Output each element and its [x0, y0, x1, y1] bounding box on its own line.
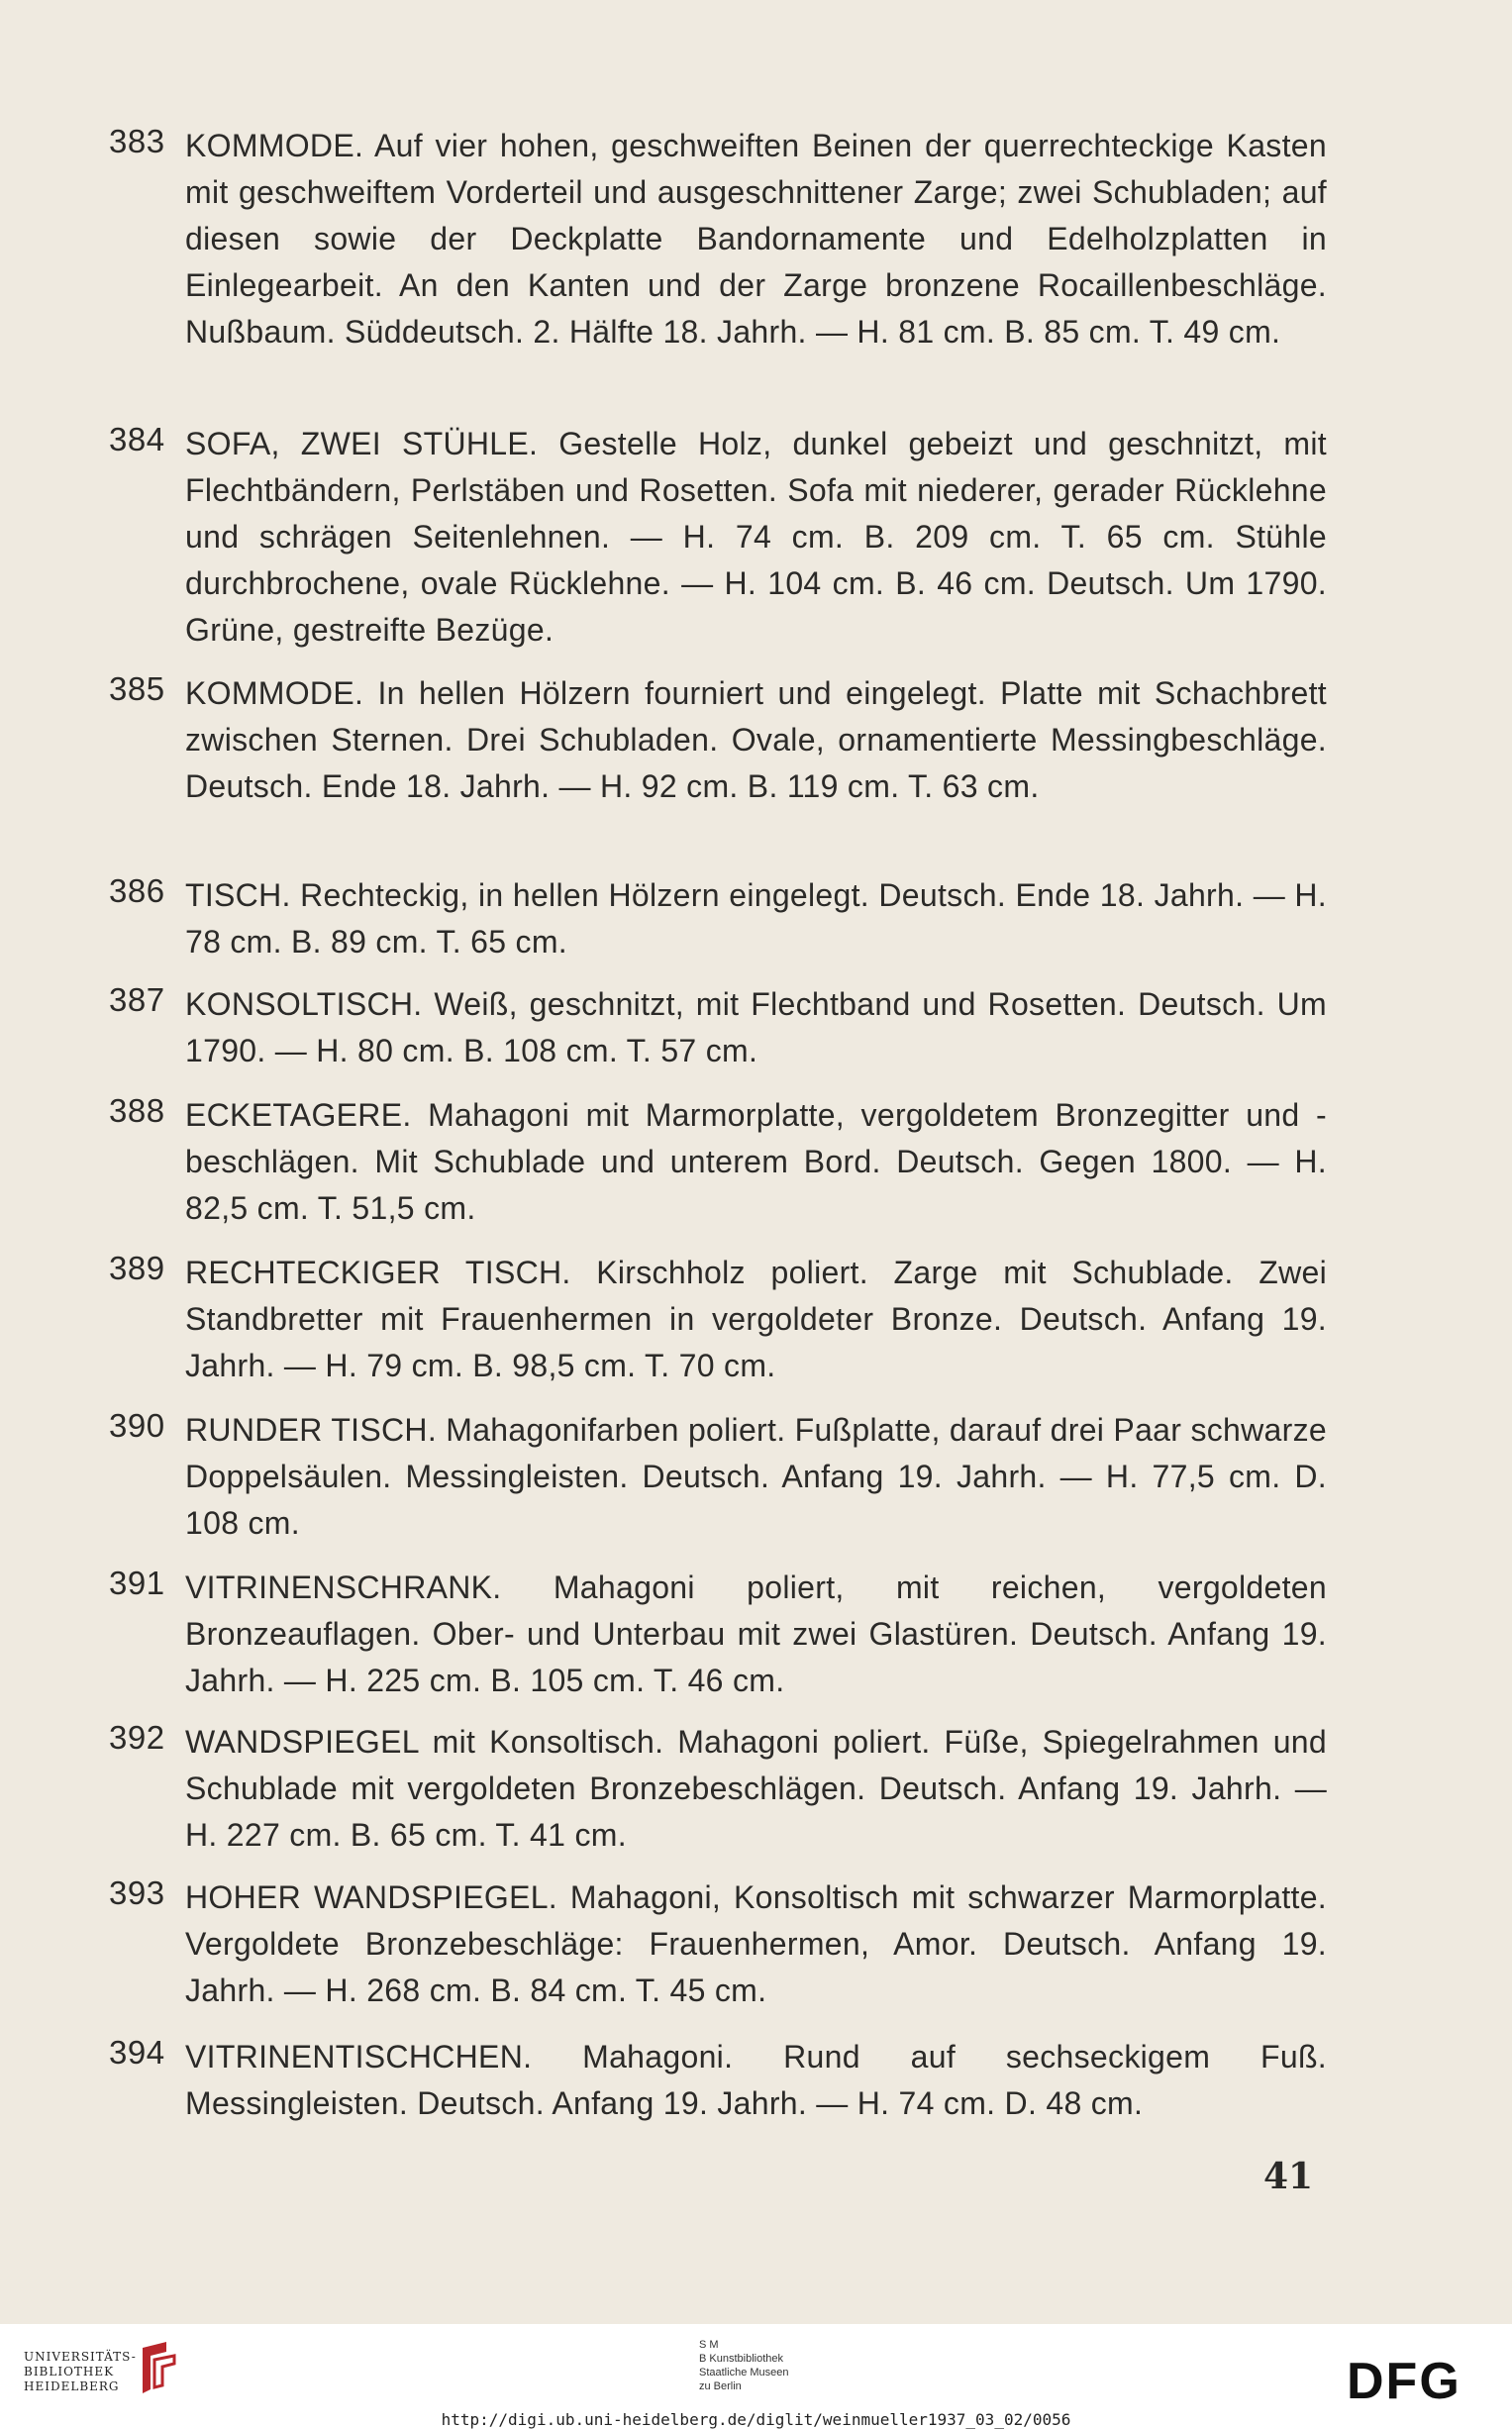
- entry-text: TISCH. Rechteckig, in hellen Hölzern eingelegt. Deutsch. Ende 18. Jahrh. — H. 78 cm. B. 89 cm. T. 65 cm.: [185, 877, 1327, 960]
- entry-number: 394: [109, 2034, 165, 2071]
- uni-logo-line: BIBLIOTHEK: [24, 2365, 115, 2378]
- entry-number: 392: [109, 1719, 165, 1756]
- museum-logo-line: zu Berlin: [699, 2380, 742, 2392]
- entry-text: VITRINENTISCHCHEN. Mahagoni. Rund auf sechseckigem Fuß. Messingleisten. Deutsch. Anfang 19. Jahrh. — H. 74 cm. D. 48 cm.: [185, 2039, 1327, 2121]
- entry-number: 388: [109, 1092, 165, 1129]
- entry-number: 393: [109, 1874, 165, 1911]
- dfg-logo[interactable]: DFG: [1347, 2353, 1462, 2410]
- catalog-entry: [109, 670, 1327, 810]
- footer-bar: [0, 2324, 1512, 2428]
- entry-number: 385: [109, 670, 165, 707]
- catalog-entry: [109, 1407, 1327, 1547]
- entry-text: ECKETAGERE. Mahagoni mit Marmorplatte, vergoldetem Bronzegitter und -beschlägen. Mit Schublade und unterem Bord. Deutsch. Gegen 1800. — H. 82,5 cm. T. 51,5 cm.: [185, 1097, 1327, 1226]
- entry-text: KOMMODE. In hellen Hölzern fourniert und eingelegt. Platte mit Schachbrett zwischen Sternen. Drei Schubladen. Ovale, ornamentierte Messingbeschläge. Deutsch. Ende 18. Jahrh. — H. 92 cm. B. 119 cm. T. 63 cm.: [185, 675, 1327, 804]
- catalog-entry: [109, 1565, 1327, 1704]
- catalog-entry: [109, 1092, 1327, 1232]
- entry-number: 389: [109, 1250, 165, 1286]
- university-library-logo[interactable]: [24, 2350, 137, 2394]
- uni-logo-line: UNIVERSITÄTS-: [24, 2350, 137, 2364]
- museum-logo-line: S M: [699, 2339, 719, 2351]
- entry-text: HOHER WANDSPIEGEL. Mahagoni, Konsoltisch mit schwarzer Marmorplatte. Vergoldete Bronzebeschläge: Frauenhermen, Amor. Deutsch. Anfang 19. Jahrh. — H. 268 cm. B. 84 cm. T. 45 cm.: [185, 1879, 1327, 2008]
- entry-number: 384: [109, 421, 165, 457]
- entry-text: VITRINENSCHRANK. Mahagoni poliert, mit reichen, vergoldeten Bronzeauflagen. Ober- und Unterbau mit zwei Glastüren. Deutsch. Anfang 19. Jahrh. — H. 225 cm. B. 105 cm. T. 46 cm.: [185, 1569, 1327, 1698]
- catalog-entry: [109, 421, 1327, 654]
- museum-logo[interactable]: [699, 2338, 789, 2393]
- entry-text: RECHTECKIGER TISCH. Kirschholz poliert. Zarge mit Schublade. Zwei Standbretter mit Frauenhermen in vergoldeter Bronze. Deutsch. Anfang 19. Jahrh. — H. 79 cm. B. 98,5 cm. T. 70 cm.: [185, 1255, 1327, 1383]
- entry-text: RUNDER TISCH. Mahagonifarben poliert. Fußplatte, darauf drei Paar schwarze Doppelsäulen. Messingleisten. Deutsch. Anfang 19. Jahrh. — H. 77,5 cm. D. 108 cm.: [185, 1412, 1327, 1541]
- entry-number: 383: [109, 123, 165, 159]
- catalog-entry: [109, 981, 1327, 1074]
- source-url-link[interactable]: http://digi.ub.uni-heidelberg.de/diglit/weinmueller1937_03_02/0056: [441, 2410, 1071, 2429]
- university-seal-icon: [137, 2338, 180, 2397]
- entry-text: SOFA, ZWEI STÜHLE. Gestelle Holz, dunkel gebeizt und geschnitzt, mit Flechtbändern, Perlstäben und Rosetten. Sofa mit niederer, gerader Rücklehne und schrägen Seitenlehnen. — H. 74 cm. B. 209 cm. T. 65 cm. Stühle durchbrochene, ovale Rücklehne. — H. 104 cm. B. 46 cm. Deutsch. Um 1790. Grüne, gestreifte Bezüge.: [185, 426, 1327, 648]
- catalog-entry: [109, 1719, 1327, 1859]
- entry-text: WANDSPIEGEL mit Konsoltisch. Mahagoni poliert. Füße, Spiegelrahmen und Schublade mit vergoldeten Bronzebeschlägen. Deutsch. Anfang 19. Jahrh. — H. 227 cm. B. 65 cm. T. 41 cm.: [185, 1724, 1327, 1853]
- catalog-entry: [109, 123, 1327, 355]
- museum-logo-line: Staatliche Museen: [699, 2367, 789, 2378]
- entry-number: 386: [109, 872, 165, 909]
- catalog-entry: [109, 1874, 1327, 2014]
- entry-text: KONSOLTISCH. Weiß, geschnitzt, mit Flechtband und Rosetten. Deutsch. Um 1790. — H. 80 cm. B. 108 cm. T. 57 cm.: [185, 986, 1327, 1068]
- page-number: 41: [1263, 2156, 1314, 2197]
- entry-text: KOMMODE. Auf vier hohen, geschweiften Beinen der querrechteckige Kasten mit geschweiftem Vorderteil und ausgeschnittener Zarge; zwei Schubladen; auf diesen sowie der Deckplatte Bandornamente und Edelholzplatten in Einlegearbeit. An den Kanten und der Zarge bronzene Rocaillenbeschläge. Nußbaum. Süddeutsch. 2. Hälfte 18. Jahrh. — H. 81 cm. B. 85 cm. T. 49 cm.: [185, 128, 1327, 350]
- entry-number: 391: [109, 1565, 165, 1601]
- uni-logo-line: HEIDELBERG: [24, 2379, 120, 2393]
- entry-number: 387: [109, 981, 165, 1018]
- catalog-entry: [109, 1250, 1327, 1389]
- museum-logo-line: B Kunstbibliothek: [699, 2353, 783, 2365]
- catalog-entry: [109, 872, 1327, 965]
- catalog-entry: [109, 2034, 1327, 2127]
- entry-number: 390: [109, 1407, 165, 1444]
